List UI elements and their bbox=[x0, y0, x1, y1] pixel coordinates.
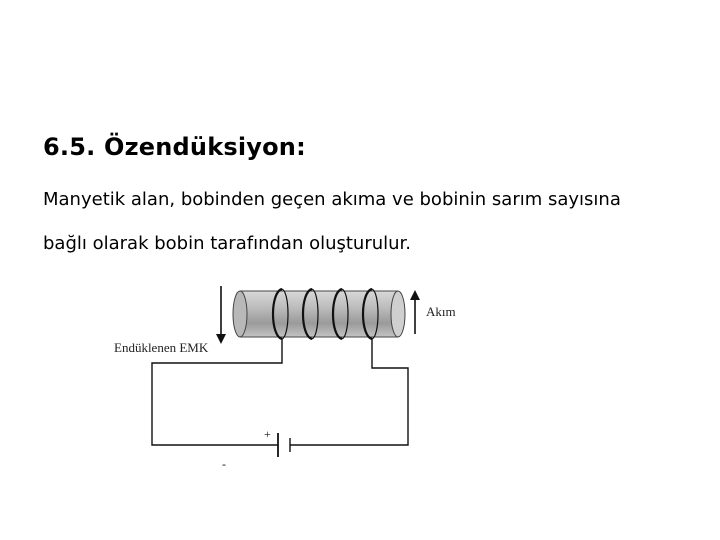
slide-title: 6.5. Özendüksiyon: bbox=[43, 133, 306, 161]
paragraph-line-1: Manyetik alan, bobinden geçen akıma ve bobinin sarım sayısına bbox=[43, 189, 621, 210]
battery-minus-sign: - bbox=[222, 457, 226, 470]
current-arrow bbox=[410, 290, 420, 334]
coil-circuit-diagram bbox=[100, 278, 480, 470]
coil-core bbox=[233, 291, 405, 337]
battery-plus-sign: + bbox=[264, 427, 271, 441]
emf-arrow bbox=[216, 286, 226, 344]
emf-label: Endüklenen EMK bbox=[114, 340, 209, 355]
battery-icon bbox=[278, 433, 290, 457]
paragraph-line-2: bağlı olarak bobin tarafından oluşturulur. bbox=[43, 233, 412, 254]
current-label: Akım bbox=[426, 304, 456, 319]
